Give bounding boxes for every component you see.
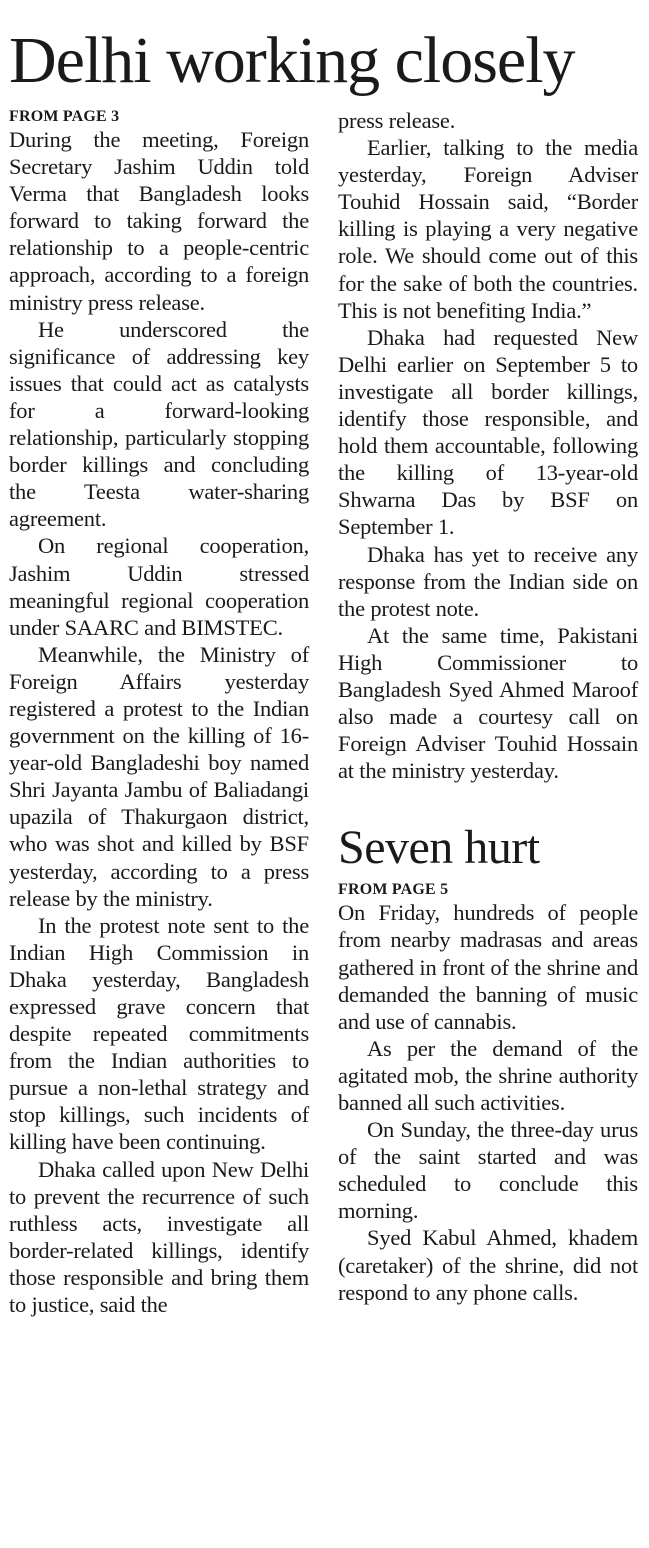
body-paragraph: Dhaka had requested New Delhi earlier on September 5 to investigate all border killings, identify those responsible, and hold them accountable, following the killing of 13-year-old Shwarna Das by BSF on September 1. xyxy=(338,324,638,540)
body-paragraph: During the meeting, Foreign Secretary Jashim Uddin told Verma that Bangladesh looks forward to taking forward the relationship to a people-centric approach, according to a foreign ministry press release. xyxy=(9,127,309,315)
body-paragraph: On Friday, hundreds of people from nearby madrasas and areas gathered in front of the shrine and demanded the banning of music and use of cannabis. xyxy=(338,900,638,1034)
body-paragraph: On regional cooperation, Jashim Uddin stressed meaningful regional cooperation under SAARC and BIMSTEC. xyxy=(9,533,309,640)
body-paragraph: As per the demand of the agitated mob, the shrine authority banned all such activities. xyxy=(338,1035,638,1115)
body-paragraph: Dhaka has yet to receive any response from the Indian side on the protest note. xyxy=(338,541,638,621)
jump-kicker: FROM PAGE 3 xyxy=(9,108,120,125)
headline-delhi-working-closely: Delhi working closely xyxy=(9,24,575,97)
body-paragraph: In the protest note sent to the Indian High Commission in Dhaka yesterday, Bangladesh expressed grave concern that despite repeated commitments from the Indian authorities to pursue a non-lethal strategy and stop killings, such incidents of killing have been continuing. xyxy=(9,912,309,1155)
jump-kicker: FROM PAGE 5 xyxy=(338,881,449,899)
body-paragraph: Dhaka called upon New Delhi to prevent the recurrence of such ruthless acts, investigate all border-related killings, identify those responsible and bring them to justice, said the xyxy=(9,1156,309,1318)
headline-seven-hurt: Seven hurt xyxy=(338,821,540,875)
body-paragraph: Earlier, talking to the media yesterday, Foreign Adviser Touhid Hossain said, “Border killing is playing a very negative role. We should come out of this for the sake of both the countries. This is not benefiting India.” xyxy=(338,135,638,323)
left-column xyxy=(9,107,309,1318)
body-paragraph: At the same time, Pakistani High Commissioner to Bangladesh Syed Ahmed Maroof also made a courtesy call on Foreign Adviser Touhid Hossain at the ministry yesterday. xyxy=(338,622,638,784)
body-paragraph-continued: press release. xyxy=(338,108,456,133)
body-paragraph: On Sunday, the three-day urus of the saint started and was scheduled to conclude this morning. xyxy=(338,1117,638,1224)
body-paragraph: Syed Kabul Ahmed, khadem (caretaker) of the shrine, did not respond to any phone calls. xyxy=(338,1225,638,1305)
right-column xyxy=(338,107,638,1306)
body-paragraph: Meanwhile, the Ministry of Foreign Affairs yesterday registered a protest to the Indian government on the killing of 16-year-old Bangladeshi boy named Shri Jayanta Jambu of Baliadangi upazila of Thakurgaon district, who was shot and killed by BSF yesterday, according to a press release by the ministry. xyxy=(9,641,309,911)
body-paragraph: He underscored the significance of addressing key issues that could act as catalysts for a forward-looking relationship, particularly stopping border killings and concluding the Teesta water-sharing agreement. xyxy=(9,316,309,532)
